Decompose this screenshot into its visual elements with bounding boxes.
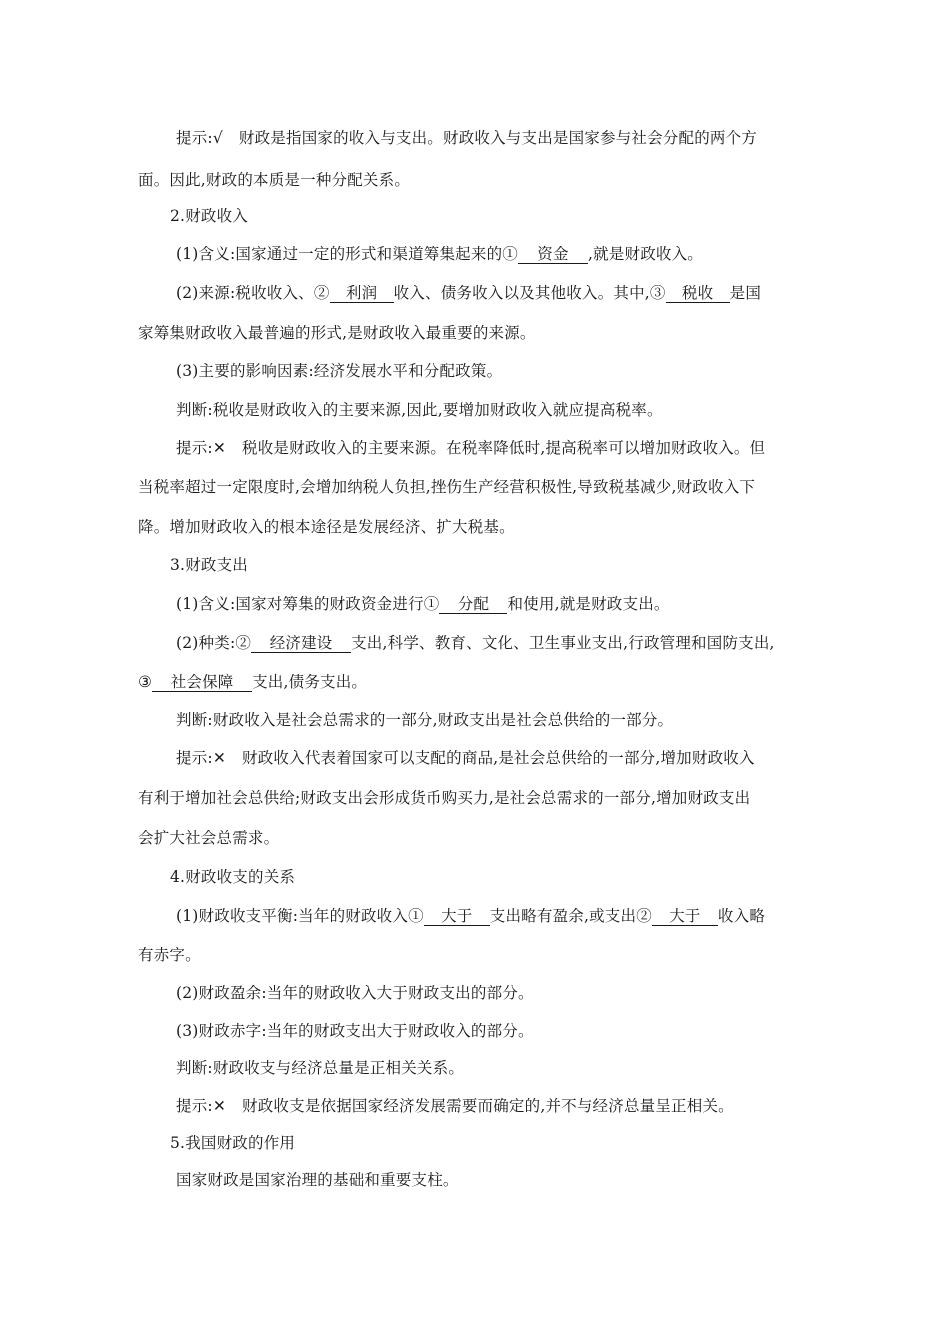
- definition-line: (1)含义:国家通过一定的形式和渠道筹集起来的① 资金 ,就是财政收入。: [176, 245, 704, 263]
- judgment-line: 判断:税收是财政收入的主要来源,因此,要增加财政收入就应提高税率。: [176, 401, 663, 419]
- balance-line: (1)财政收支平衡:当年的财政收入① 大于 支出略有盈余,或支出② 大于 收入略: [176, 907, 766, 925]
- hint-paragraph-line: 当税率超过一定限度时,会增加纳税人负担,挫伤生产经营积极性,导致税基减少,财政收入下: [138, 478, 756, 496]
- hint-paragraph-line: 提示:✕ 财政收入代表着国家可以支配的商品,是社会总供给的一部分,增加财政收入: [176, 749, 755, 767]
- hint-paragraph-line: 会扩大社会总需求。: [138, 829, 280, 847]
- section-heading: 3.财政支出: [170, 556, 248, 574]
- judgment-line: 判断:财政收入是社会总需求的一部分,财政支出是社会总供给的一部分。: [176, 711, 674, 729]
- answer-blank: 社会保障: [152, 673, 252, 692]
- answer-blank: 分配: [439, 595, 507, 614]
- influence-factors-line: (3)主要的影响因素:经济发展水平和分配政策。: [176, 362, 503, 380]
- section-heading: 2.财政收入: [170, 207, 248, 225]
- hint-paragraph-line: 提示:✕ 税收是财政收入的主要来源。在税率降低时,提高税率可以增加财政收入。但: [176, 439, 766, 457]
- hint-text: 财政是指国家的收入与支出。财政收入与支出是国家参与社会分配的两个方: [238, 129, 758, 147]
- definition-line: (1)含义:国家对筹集的财政资金进行① 分配 和使用,就是财政支出。: [176, 595, 670, 613]
- hint-paragraph-line: 有利于增加社会总供给;财政支出会形成货币购买力,是社会总需求的一部分,增加财政支出: [138, 789, 751, 807]
- hint-label: 提示:√: [176, 129, 223, 147]
- balance-line-continued: 有赤字。: [138, 946, 201, 964]
- hint-text: 面。因此,财政的本质是一种分配关系。: [138, 171, 411, 189]
- surplus-line: (2)财政盈余:当年的财政收入大于财政支出的部分。: [176, 984, 534, 1002]
- judgment-line: 判断:财政收支与经济总量是正相关关系。: [176, 1059, 465, 1077]
- section-heading: 4.财政收支的关系: [170, 868, 296, 886]
- body-text: 国家财政是国家治理的基础和重要支柱。: [176, 1171, 459, 1189]
- answer-blank: 大于: [652, 907, 718, 926]
- source-line-continued: 家筹集财政收入最普遍的形式,是财政收入最重要的来源。: [138, 324, 536, 342]
- hint-paragraph-line: 降。增加财政收入的根本途径是发展经济、扩大税基。: [138, 518, 515, 536]
- category-line: (2)种类:② 经济建设 支出,科学、教育、文化、卫生事业支出,行政管理和国防支出,: [176, 634, 775, 652]
- answer-blank: 大于: [424, 907, 490, 926]
- section-heading: 5.我国财政的作用: [170, 1134, 296, 1152]
- answer-blank: 税收: [666, 284, 730, 303]
- hint-label: 提示:✕: [176, 439, 227, 457]
- answer-blank: 利润: [330, 284, 394, 303]
- source-line: (2)来源:税收收入、② 利润 收入、债务收入以及其他收入。其中,③ 税收 是国: [176, 284, 762, 302]
- hint-paragraph-line: [138, 170, 410, 190]
- answer-blank: 资金: [518, 245, 588, 264]
- answer-blank: 经济建设: [251, 634, 351, 653]
- hint-paragraph-line: [176, 128, 757, 148]
- hint-label: 提示:✕: [176, 749, 227, 767]
- hint-label: 提示:✕: [176, 1097, 227, 1115]
- category-line-continued: ③ 社会保障 支出,债务支出。: [138, 673, 368, 691]
- deficit-line: (3)财政赤字:当年的财政支出大于财政收入的部分。: [176, 1022, 534, 1040]
- hint-paragraph-line: 提示:✕ 财政收支是依据国家经济发展需要而确定的,并不与经济总量呈正相关。: [176, 1097, 734, 1115]
